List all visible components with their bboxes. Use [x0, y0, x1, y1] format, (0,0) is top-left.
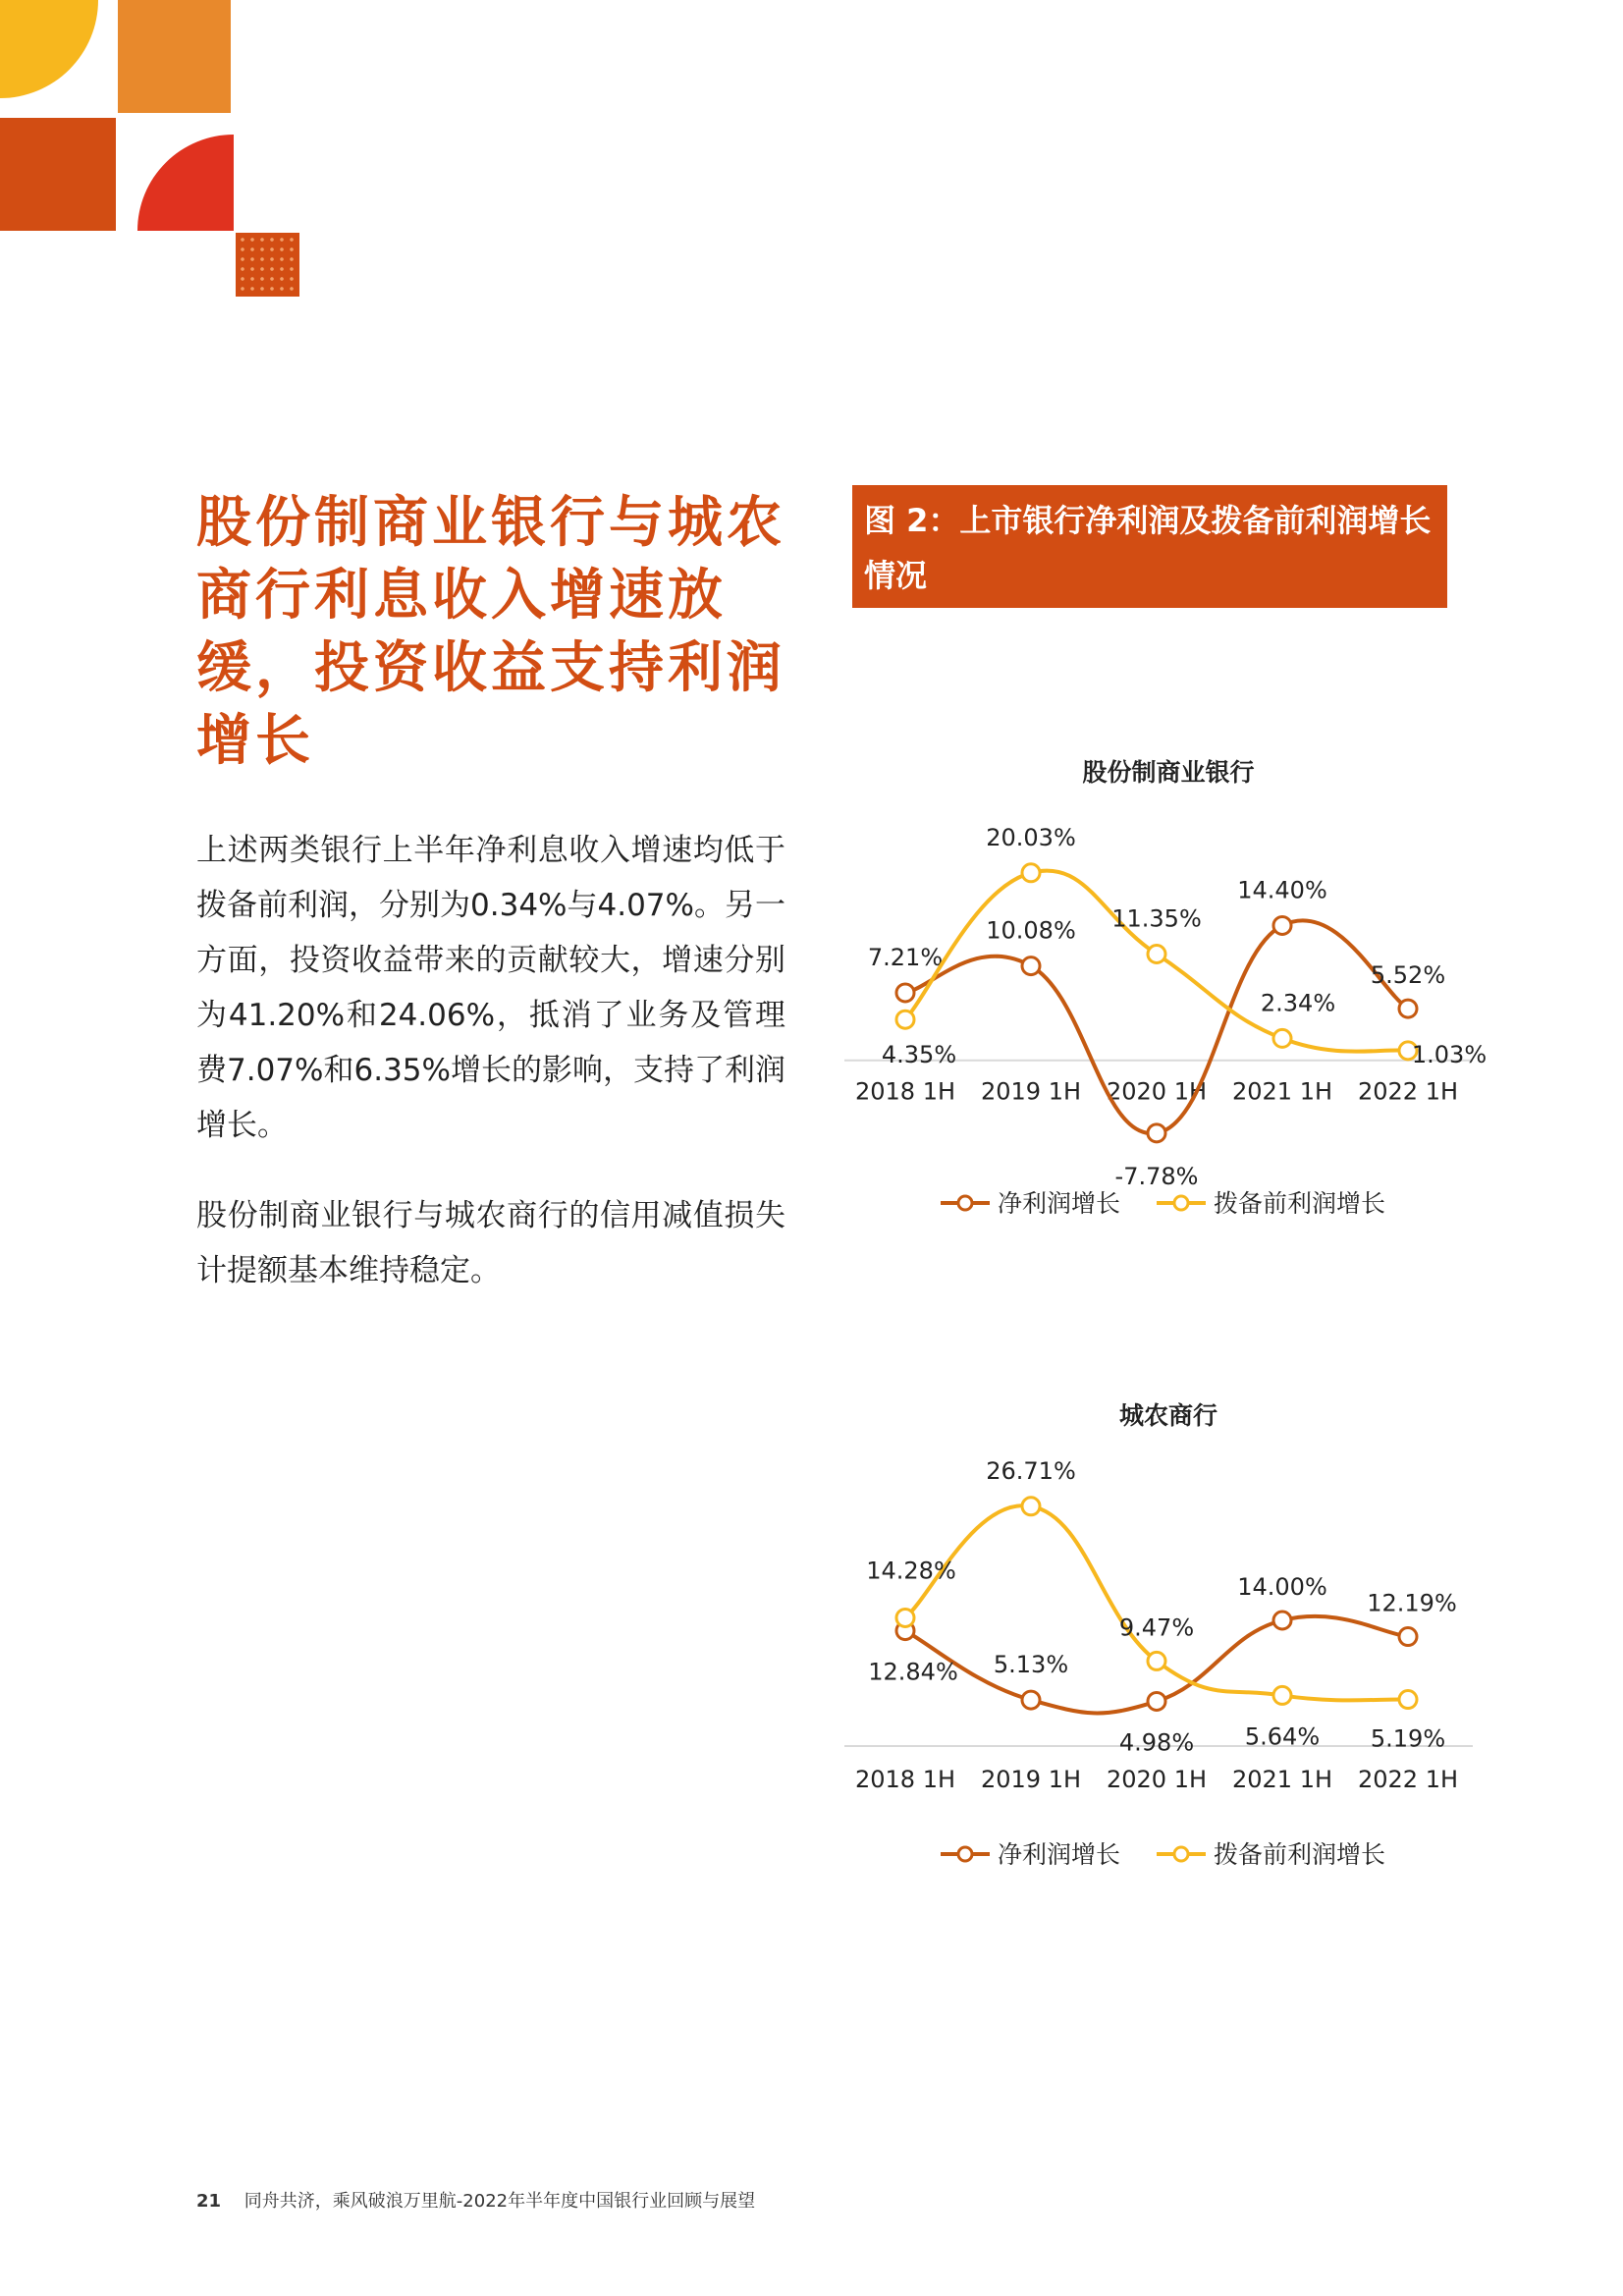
x-tick-label: 2022 1H — [1357, 1766, 1459, 1793]
x-tick-label: 2020 1H — [1106, 1766, 1208, 1793]
x-tick-label: 2021 1H — [1231, 1077, 1333, 1106]
data-label: 2.34% — [1260, 989, 1336, 1017]
data-label: 1.03% — [1411, 1040, 1488, 1068]
footer-text: 同舟共济，乘风破浪万里航-2022年半年度中国银行业回顾与展望 — [243, 2191, 756, 2212]
data-point — [896, 1609, 914, 1626]
legend-marker — [958, 1196, 972, 1210]
data-point — [1273, 916, 1291, 934]
x-tick-label: 2022 1H — [1357, 1077, 1459, 1106]
decorative-dark-orange-square — [0, 118, 116, 231]
data-point — [896, 984, 914, 1002]
decorative-red-quarter-circle — [137, 135, 234, 231]
data-label: 5.13% — [993, 1651, 1069, 1679]
data-label: 5.64% — [1244, 1722, 1321, 1751]
data-point — [1273, 1612, 1291, 1629]
legend-item — [941, 1189, 1120, 1218]
data-point — [1148, 1124, 1165, 1142]
legend-marker — [1174, 1196, 1188, 1210]
data-point — [1399, 1000, 1417, 1017]
figure-title: 图 2：上市银行净利润及拨备前利润增长情况 — [852, 485, 1447, 608]
data-label: 5.19% — [1370, 1724, 1446, 1753]
data-label: 9.47% — [1118, 1613, 1195, 1642]
data-label: -7.78% — [1114, 1162, 1199, 1190]
data-label: 5.52% — [1370, 961, 1446, 990]
chart-joint-stock-banks — [844, 741, 1492, 1311]
chart-title: 城农商行 — [1118, 1401, 1218, 1430]
decorative-orange-square — [118, 0, 231, 113]
decorative-dot-grid — [236, 233, 299, 297]
legend-marker — [1174, 1847, 1188, 1861]
data-point — [1022, 864, 1040, 882]
paragraph-2: 股份制商业银行与城农商行的信用减值损失计提额基本维持稳定。 — [196, 1198, 785, 1288]
legend-label: 净利润增长 — [998, 1840, 1121, 1869]
data-label: 12.84% — [868, 1658, 958, 1686]
x-tick-label: 2019 1H — [980, 1077, 1082, 1106]
data-point — [1148, 1652, 1165, 1669]
x-tick-label: 2020 1H — [1106, 1077, 1208, 1106]
data-label: 12.19% — [1367, 1589, 1457, 1617]
legend-item — [1157, 1189, 1385, 1218]
data-label: 14.28% — [866, 1557, 956, 1585]
footer — [196, 2187, 755, 2213]
legend-item — [941, 1840, 1120, 1869]
data-point — [1022, 1691, 1040, 1709]
x-tick-label: 2018 1H — [854, 1077, 956, 1106]
legend-label: 净利润增长 — [998, 1189, 1121, 1218]
data-point — [1399, 1628, 1417, 1646]
data-label: 14.00% — [1237, 1573, 1327, 1601]
chart-city-rural-banks — [844, 1385, 1492, 1954]
paragraph-1: 上述两类银行上半年净利息收入增速均低于拨备前利润，分别为0.34%与4.07%。另一方面，投资收益带来的贡献较大，增速分别为41.20%和24.06%，抵消了业务及管理费7.07%和6.35%增长的影响，支持了利润增长。 — [196, 833, 785, 1143]
chart-title: 股份制商业银行 — [1082, 758, 1255, 787]
data-label: 10.08% — [986, 916, 1076, 945]
section-heading: 股份制商业银行与城农商行利息收入增速放缓，投资收益支持利润增长 — [196, 491, 785, 773]
data-label: 4.35% — [881, 1041, 957, 1069]
legend-item — [1157, 1840, 1385, 1869]
data-label: 26.71% — [986, 1456, 1076, 1485]
legend-label: 拨备前利润增长 — [1214, 1189, 1386, 1218]
page-number: 21 — [196, 2191, 222, 2212]
x-tick-label: 2021 1H — [1231, 1766, 1333, 1793]
legend-marker — [958, 1847, 972, 1861]
body-text — [196, 823, 785, 1334]
x-tick-label: 2019 1H — [980, 1766, 1082, 1793]
legend-label: 拨备前利润增长 — [1214, 1840, 1386, 1869]
data-point — [1273, 1029, 1291, 1047]
data-label: 20.03% — [986, 823, 1076, 851]
data-point — [1022, 957, 1040, 975]
data-point — [1148, 1692, 1165, 1710]
data-point — [1022, 1498, 1040, 1515]
data-point — [1148, 946, 1165, 963]
data-point — [896, 1011, 914, 1028]
x-tick-label: 2018 1H — [854, 1766, 956, 1793]
data-label: 14.40% — [1237, 876, 1327, 904]
data-point — [1273, 1686, 1291, 1704]
data-label: 7.21% — [867, 943, 944, 971]
decorative-yellow-quarter-circle — [0, 0, 98, 98]
data-point — [1399, 1691, 1417, 1709]
data-label: 11.35% — [1111, 904, 1202, 933]
data-label: 4.98% — [1118, 1728, 1195, 1757]
